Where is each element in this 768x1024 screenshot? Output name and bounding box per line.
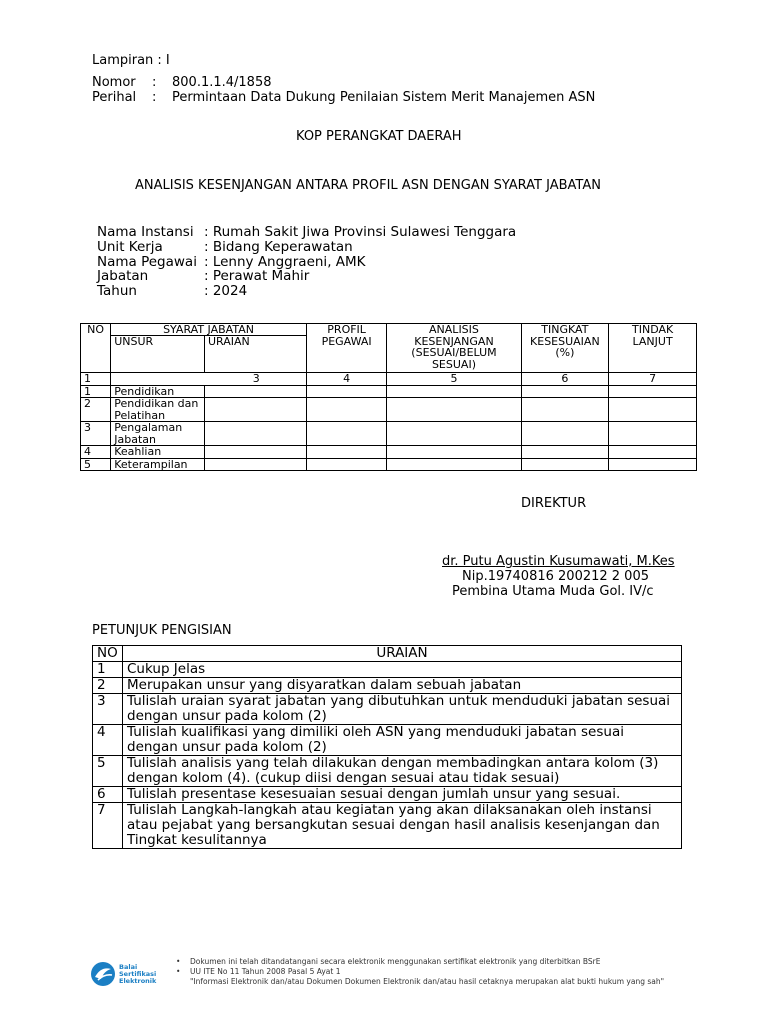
petunjuk-text: Tulislah kualifikasi yang dimiliki oleh ASN yang menduduki jabatan sesuai dengan unsur pada kolom (2)	[123, 725, 682, 756]
analysis-table	[80, 323, 697, 471]
identity-key: Nama Instansi	[97, 224, 194, 240]
petunjuk-text: Tulislah uraian syarat jabatan yang dibutuhkan untuk menduduki jabatan sesuai dengan unsur pada kolom (2)	[123, 694, 682, 725]
col-profil-header: PROFIL PEGAWAI	[306, 324, 387, 373]
table-row	[81, 458, 697, 471]
petunjuk-title: PETUNJUK PENGISIAN	[92, 623, 232, 638]
row-analisis	[387, 385, 521, 398]
column-number-row	[81, 373, 697, 386]
table-row	[81, 446, 697, 459]
col-tingkat-header: TINGKAT KESESUAIAN (%)	[521, 324, 609, 373]
row-uraian	[204, 458, 306, 471]
table-header-row	[81, 324, 697, 336]
row-unsur: Pengalaman Jabatan	[111, 422, 205, 446]
row-unsur: Pendidikan dan Pelatihan	[111, 398, 205, 422]
col-analisis-header: ANALISIS KESENJANGAN (SESUAI/BELUM SESUAI)	[387, 324, 521, 373]
row-no: 4	[81, 446, 111, 459]
row-tindak	[609, 385, 697, 398]
row-profil	[306, 398, 387, 422]
row-analisis	[387, 446, 521, 459]
column-number	[111, 373, 307, 386]
document-title: ANALISIS KESENJANGAN ANTARA PROFIL ASN DENGAN SYARAT JABATAN	[135, 178, 601, 193]
column-number: 5	[387, 373, 521, 386]
lampiran-label: Lampiran : I	[92, 53, 170, 68]
letter-header	[92, 75, 595, 105]
perihal-key: Perihal	[92, 90, 137, 105]
row-profil	[306, 385, 387, 398]
table-row	[93, 756, 682, 787]
identity-row-pegawai	[97, 255, 516, 270]
signer-name: dr. Putu Agustin Kusumawati, M.Kes	[442, 554, 675, 569]
row-tindak	[609, 422, 697, 446]
column-number: 7	[609, 373, 697, 386]
table-row	[93, 694, 682, 725]
petunjuk-no: 4	[93, 725, 123, 756]
identity-key: Jabatan	[97, 268, 149, 285]
footer-note-text: "Informasi Elektronik dan/atau Dokumen Dokumen Elektronik dan/atau hasil cetaknya merupakan alat bukti hukum yang sah"	[190, 977, 665, 986]
row-tindak	[609, 398, 697, 422]
kop-heading: KOP PERANGKAT DAERAH	[296, 129, 462, 144]
svg-text:Balai: Balai	[119, 963, 138, 971]
footer-note-text: Dokumen ini telah ditandatangani secara elektronik menggunakan sertifikat elektronik yang diterbitkan BSrE	[190, 957, 601, 966]
row-no: 5	[81, 458, 111, 471]
identity-key: Tahun	[97, 283, 137, 300]
nomor-colon: :	[152, 75, 157, 90]
perihal-colon: :	[152, 90, 157, 105]
petunjuk-no: 3	[93, 694, 123, 725]
petunjuk-text: Tulislah presentase kesesuaian sesuai dengan jumlah unsur yang sesuai.	[123, 787, 682, 803]
footer-note	[176, 957, 664, 967]
footer-note	[176, 967, 664, 977]
column-number: 6	[521, 373, 609, 386]
row-tingkat	[521, 446, 609, 459]
petunjuk-no: 2	[93, 678, 123, 694]
row-unsur: Keahlian	[111, 446, 205, 459]
petunjuk-text: Cukup Jelas	[123, 662, 682, 678]
row-no: 3	[81, 422, 111, 446]
identity-key: Unit Kerja	[97, 238, 163, 255]
table-row	[93, 678, 682, 694]
col-uraian-header: URAIAN	[204, 336, 306, 373]
table-row	[93, 803, 682, 849]
petunjuk-text: Tulislah analisis yang telah dilakukan dengan membadingkan antara kolom (3) dengan kolom (4). (cukup diisi dengan sesuai atau tidak sesuai)	[123, 756, 682, 787]
identity-row-tahun	[97, 284, 516, 299]
row-unsur: Pendidikan	[111, 385, 205, 398]
signer-nip: Nip.19740816 200212 2 005	[462, 569, 649, 584]
petunjuk-no: 1	[93, 662, 123, 678]
svg-text:Elektronik: Elektronik	[119, 977, 157, 985]
perihal-row	[92, 90, 595, 105]
table-row	[81, 398, 697, 422]
row-profil	[306, 458, 387, 471]
identity-value: : Perawat Mahir	[204, 268, 310, 285]
column-number-3: 3	[252, 372, 260, 385]
petunjuk-no: 6	[93, 787, 123, 803]
bsre-logo	[90, 960, 170, 988]
petunjuk-text: Tulislah Langkah-langkah atau kegiatan yang akan dilaksanakan oleh instansi atau pejabat yang bersangkutan sesuai dengan hasil analisis kesenjangan dan Tingkat kesulitannya	[123, 803, 682, 849]
petunjuk-table	[92, 645, 682, 849]
table-row	[81, 422, 697, 446]
column-number: 4	[306, 373, 387, 386]
identity-value: : Bidang Keperawatan	[204, 238, 353, 255]
col-unsur-header: UNSUR	[111, 336, 205, 373]
nomor-row	[92, 75, 595, 90]
row-uraian	[204, 385, 306, 398]
row-tingkat	[521, 385, 609, 398]
footer-note	[176, 977, 664, 987]
row-profil	[306, 446, 387, 459]
petunjuk-no: 5	[93, 756, 123, 787]
row-no: 1	[81, 385, 111, 398]
column-number: 1	[81, 373, 111, 386]
identity-key: Nama Pegawai	[97, 253, 197, 270]
row-tindak	[609, 458, 697, 471]
identity-block	[97, 225, 516, 299]
row-tingkat	[521, 398, 609, 422]
signer-role: DIREKTUR	[521, 496, 587, 511]
row-tindak	[609, 446, 697, 459]
perihal-value: Permintaan Data Dukung Penilaian Sistem Merit Manajemen ASN	[172, 90, 596, 105]
identity-row-unit	[97, 240, 516, 255]
table-row	[93, 725, 682, 756]
bsre-emblem-icon	[90, 960, 170, 988]
bullet-icon: •	[176, 967, 181, 976]
row-profil	[306, 422, 387, 446]
petunjuk-header-row	[93, 646, 682, 662]
table-row	[81, 385, 697, 398]
petunjuk-uraian-header: URAIAN	[123, 646, 682, 662]
row-analisis	[387, 398, 521, 422]
row-analisis	[387, 458, 521, 471]
col-no-header: NO	[81, 324, 111, 373]
signer-rank: Pembina Utama Muda Gol. IV/c	[452, 584, 654, 599]
table-row	[93, 787, 682, 803]
row-analisis	[387, 422, 521, 446]
identity-row-instansi	[97, 225, 516, 240]
row-no: 2	[81, 398, 111, 422]
bullet-icon: •	[176, 957, 181, 966]
col-syarat-header: SYARAT JABATAN	[111, 324, 307, 336]
svg-text:Sertifikasi: Sertifikasi	[119, 970, 157, 978]
footer-note-text: UU ITE No 11 Tahun 2008 Pasal 5 Ayat 1	[190, 967, 341, 976]
row-unsur: Keterampilan	[111, 458, 205, 471]
row-tingkat	[521, 422, 609, 446]
table-row	[93, 662, 682, 678]
nomor-value: 800.1.1.4/1858	[172, 75, 272, 90]
row-uraian	[204, 398, 306, 422]
identity-value: : 2024	[204, 283, 248, 300]
identity-row-jabatan	[97, 269, 516, 284]
petunjuk-text: Merupakan unsur yang disyaratkan dalam sebuah jabatan	[123, 678, 682, 694]
nomor-key: Nomor	[92, 75, 136, 90]
row-uraian	[204, 446, 306, 459]
identity-value: : Lenny Anggraeni, AMK	[204, 253, 366, 270]
identity-value: : Rumah Sakit Jiwa Provinsi Sulawesi Tenggara	[204, 224, 517, 240]
petunjuk-no: 7	[93, 803, 123, 849]
row-tingkat	[521, 458, 609, 471]
row-uraian	[204, 422, 306, 446]
footer-notes	[176, 957, 664, 987]
petunjuk-no-header: NO	[93, 646, 123, 662]
col-tindak-header: TINDAK LANJUT	[609, 324, 697, 373]
